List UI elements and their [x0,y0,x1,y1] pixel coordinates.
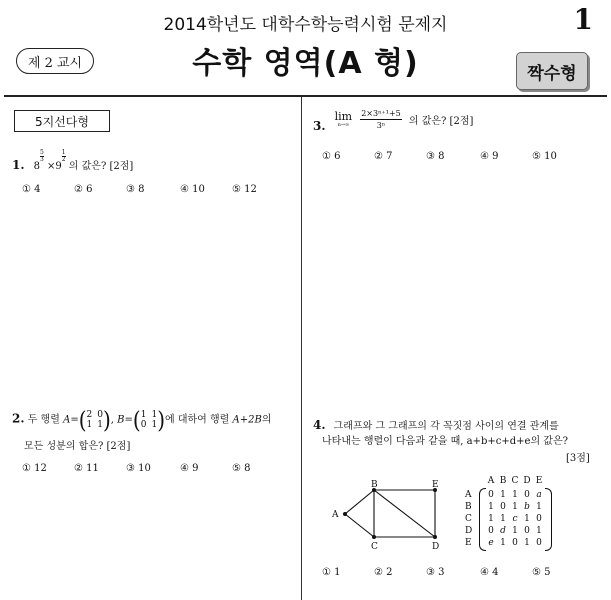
question-1-expression [33,149,134,172]
points-label: [3점] [566,453,590,464]
times-sign: × [47,161,56,172]
choice-1[interactable]: ① 1 [322,567,341,578]
variable: A [63,414,71,426]
choice-5[interactable]: ⑤ 10 [532,151,557,162]
choice-3[interactable]: ③ 10 [126,463,151,474]
vertex-label: A [332,510,339,520]
question-number: 4. [313,418,326,432]
base: 9 [55,161,62,172]
question-number: 1. [12,158,25,172]
question-number: 3. [313,119,326,133]
answer-choices [322,567,592,581]
choice-1[interactable]: ① 12 [22,463,47,474]
page-number: 1 [573,3,593,36]
choice-5[interactable]: ⑤ 12 [232,184,257,195]
question-text: 의 값은? [2점] [68,161,134,172]
adjacency-matrix [465,476,560,554]
numerator: 2×3ⁿ⁺¹+5 [361,109,401,118]
matrix-row-labels: A B C D E [465,490,473,548]
choice-4[interactable]: ④ 4 [480,567,499,578]
fraction [360,108,402,131]
vertex-label: B [371,480,378,490]
column-divider [301,97,302,600]
choice-2[interactable]: ② 6 [74,184,93,195]
session-label: 제 2 교시 [16,48,94,74]
choice-5[interactable]: ⑤ 5 [532,567,551,578]
choice-1[interactable]: ① 4 [22,184,41,195]
matrix-right-bracket [545,488,552,551]
question-text: 에 대하여 행렬 [165,414,230,426]
vertex-label: C [371,542,378,552]
denominator: 3ⁿ [376,121,386,130]
question-text: 의 값은? [2점] [408,116,474,127]
question-2-line-2: 모든 성분의 합은? [2점] [24,441,131,452]
type-badge: 짝수형 [516,52,588,90]
header-divider [4,95,607,97]
matrix-a: ( 2 0 1 1 ) [78,406,111,434]
answer-choices [22,463,292,477]
choice-1[interactable]: ① 6 [322,151,341,162]
question-2: 2. 두 행렬 A= ( 2 0 1 1 ) , B= ( 1 1 0 1 ) 에 대하여 행렬 A+2B의 [12,406,272,434]
vertex-d [433,535,437,539]
question-text: 그래프와 그 그래프의 각 꼭짓점 사이의 연결 관계를 [333,421,559,432]
question-text: 의 [261,414,272,426]
choice-4[interactable]: ④ 10 [180,184,205,195]
question-text: 두 행렬 [27,414,60,426]
variable: B [117,414,125,426]
exam-title: 2014학년도 대학수학능력시험 문제지 [163,15,448,35]
question-1 [12,150,133,173]
choice-2[interactable]: ② 11 [74,463,99,474]
exponent: $\frac{5}{3}$ [40,149,44,163]
question-3 [313,108,473,131]
matrix-b: ( 1 1 0 1 ) [132,406,166,434]
question-4-line-2: 나타내는 행렬이 다음과 같을 때, a+b+c+d+e의 값은? [322,436,568,447]
question-number: 2. [12,411,25,426]
matrix-entries: 0 1 1 0 a 1 0 1 b 1 1 1 c 1 0 0 d 1 0 1 e 1 0 1 0 [488,490,542,548]
choice-2[interactable]: ② 2 [374,567,393,578]
limit-operator: lim n→∞ [334,110,353,128]
vertex-a [343,512,347,516]
answer-choices [22,184,292,198]
vertex-label: E [432,480,439,490]
vertex-c [372,535,376,539]
choice-4[interactable]: ④ 9 [480,151,499,162]
matrix-column-labels: A B C D E [487,476,543,486]
choice-3[interactable]: ③ 3 [426,567,445,578]
base: 8 [33,161,40,172]
choice-4[interactable]: ④ 9 [180,463,199,474]
choice-5[interactable]: ⑤ 8 [232,463,251,474]
vertex-label: D [432,542,440,552]
expression: A+2B [232,414,262,426]
exponent: $\frac{1}{2}$ [61,149,66,163]
choice-3[interactable]: ③ 8 [426,151,445,162]
subject-title: 수학 영역(A 형) [192,46,419,81]
choice-2[interactable]: ② 7 [374,151,393,162]
question-4-graph [330,478,455,552]
answer-choices [322,151,592,165]
question-4 [313,414,559,433]
section-label: 5지선다형 [14,110,110,132]
choice-3[interactable]: ③ 8 [126,184,145,195]
